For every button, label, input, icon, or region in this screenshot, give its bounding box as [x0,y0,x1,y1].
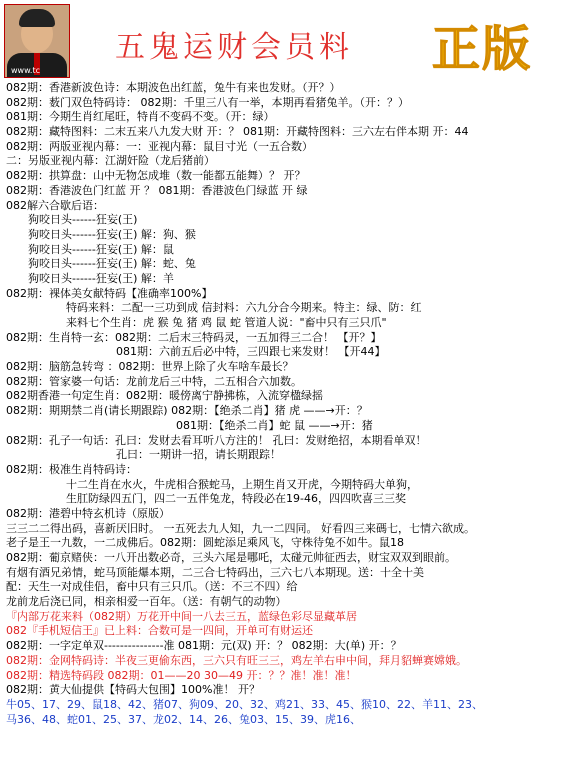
line: 082期：生肖特一玄：082期：二后末三特码灵，一五加得三二合！ 【开？】 [6,330,382,344]
line: 马36、48、蛇01、25、37、龙02、14、26、兔03、15、39、虎16、 [6,712,361,726]
tips-list [6,81,570,727]
line: 082期：裸体美女献特码【准确率100%】 [6,286,213,300]
line: 牛05、17、29、鼠18、42、猪07、狗09、20、32、鸡21、33、45、猴10、22、羊11、23、 [6,697,483,711]
line: 龙前龙后浇已同，相亲相爱一百年。（送：有朝气的动物） [6,595,287,609]
page-header [0,0,572,78]
line: 082期：管家婆一句话：龙前龙后三中特，二五相合六加数。 [6,374,302,388]
line: 082期：期期禁二肖(请长期跟踪) 082期：【绝杀二肖】猪 虎 ——→开：？ [6,404,368,418]
line: 082期：金网特码诗：半夜三更偷东西，三六只有旺三三，鸡左羊右申中间，拜月貂蝉赛嫦娥。 [6,653,467,667]
line: 081期：今期生肖红尾旺，特肖不变码不变。（开：绿） [6,110,275,124]
line: 082期：黄大仙提供【特码大包围】100%准！ 开？ [6,683,260,697]
line: 狗咬日头------狂妄(王) 解：狗、猴 [28,227,196,241]
line: 生肛防绿四五门，四二一五伴兔龙，特段必在19-46，四四吹喜三三奖 [66,492,406,506]
line: 特码来料：二配一三功到成 信封料：六九分合今期来。特主：绿、防：红 [66,301,422,315]
line: 081期：【绝杀二肖】蛇 鼠 ——→开：猪 [176,418,373,432]
line: 081期：六前五后必中特，三四跟七来发财！ 【开44】 [116,345,386,359]
line: 孔曰：一期讲一招，请长期跟踪！ [116,448,281,462]
line: 082期：极准生肖特码诗： [6,462,137,476]
line: 082期：藏特图料：二末五来八九发大财 开：？ 081期：开藏特图料：三六左右伴本期 开：44 [6,125,469,139]
line: 十二生肖在水火，牛虎相合猴蛇马，上期生肖又开虎，今期特码大单狗， [66,477,418,491]
line: 配：天生一对成佳侣，畜中只有三只爪。（送：不三不四）给 [6,580,298,594]
line: 狗咬日头------狂妄(王) 解：羊 [28,271,174,285]
line: 082期香港一句定生肖：082期：暖傍离宁静拂栋，入流穿楹绿摇 [6,389,323,403]
line: 来料七个生肖：虎 猴 兔 猪 鸡 鼠 蛇 管道人说："畜中只有三只爪" [66,316,387,329]
authentic-badge: 正版 [432,21,533,77]
line: 082期：脑筋急转弯 ：082期：世界上除了火车啥车最长？ [6,360,294,374]
line: 082期：香港波色门红蓝 开 ？ 081期：香港波色门绿蓝 开 绿 [6,183,308,197]
author-photo [4,4,70,78]
line: 082期：葡京赌侠：一八开出数必奇，三头六尾是哪吒，太碰元帅征西去，财宝双双到眼前。 [6,551,456,564]
photo-caption: www.tc [11,66,40,75]
line: 082『手机短信王』已上料：合数可是一四间，开单可有财运还 [6,624,313,638]
line: 『内部万花来料（082期）万花开中间一八去三五，蓝绿色彩尽显藏革居 [6,609,357,623]
line: 082期：拱算盘：山中无物怎成堆（数一能都五能舞）？ 开？ [6,169,306,183]
line: 082期：薮门双色特码诗： 082期：千里三八有一举，本期再看猪兔羊。（开：？） [6,95,409,109]
line: 082期：两版亚视内幕：一：亚视内幕：鼠目寸光（一五合数） [6,139,313,153]
line: 二：另版亚视内幕：江湖奸险（龙后猪前） [6,154,215,168]
line: 082期：精选特码段 082期：01——20 30—49 开：？？准！准！准！ [6,668,357,682]
line: 082期：孔子一句话：孔曰：发财去看耳听八方注的！ 孔曰：发财绝招，本期看单双！ [6,433,427,447]
line: 三三二二得出码，喜新厌旧时。 一五死去九人知，九一二四同。 好看四三来碼七，七情六欲成。 [6,521,475,535]
line: 狗咬日头------狂妄(王) 解：蛇、兔 [28,257,196,271]
line: 082期：一字定单双---------------准 081期：元(双) 开：？ 082期：大(单) 开：？ [6,639,402,653]
page-title: 五鬼运财会员料 [115,30,353,65]
line: 老子是王一九数，一二成佛后。082期：圆蛇添足乘风飞，守株待兔不如牛。鼠18 [6,536,404,550]
line: 狗咬日头------狂妄(王) 解：鼠 [28,242,174,256]
line: 有烟有酒兄弟情，蛇马顶能爆本期，二三合七特码出，三六七八本期现。送：十全十美 [6,565,424,579]
line: 082期：港碧中特玄机诗（原版） [6,506,170,520]
line: 082期：香港新波色诗：本期波色出红蓝，兔牛有来也发财。（开？） [6,81,341,94]
line: 082解六合歇后语： [6,198,104,212]
line: 狗咬日头------狂妄(王) [28,213,138,227]
